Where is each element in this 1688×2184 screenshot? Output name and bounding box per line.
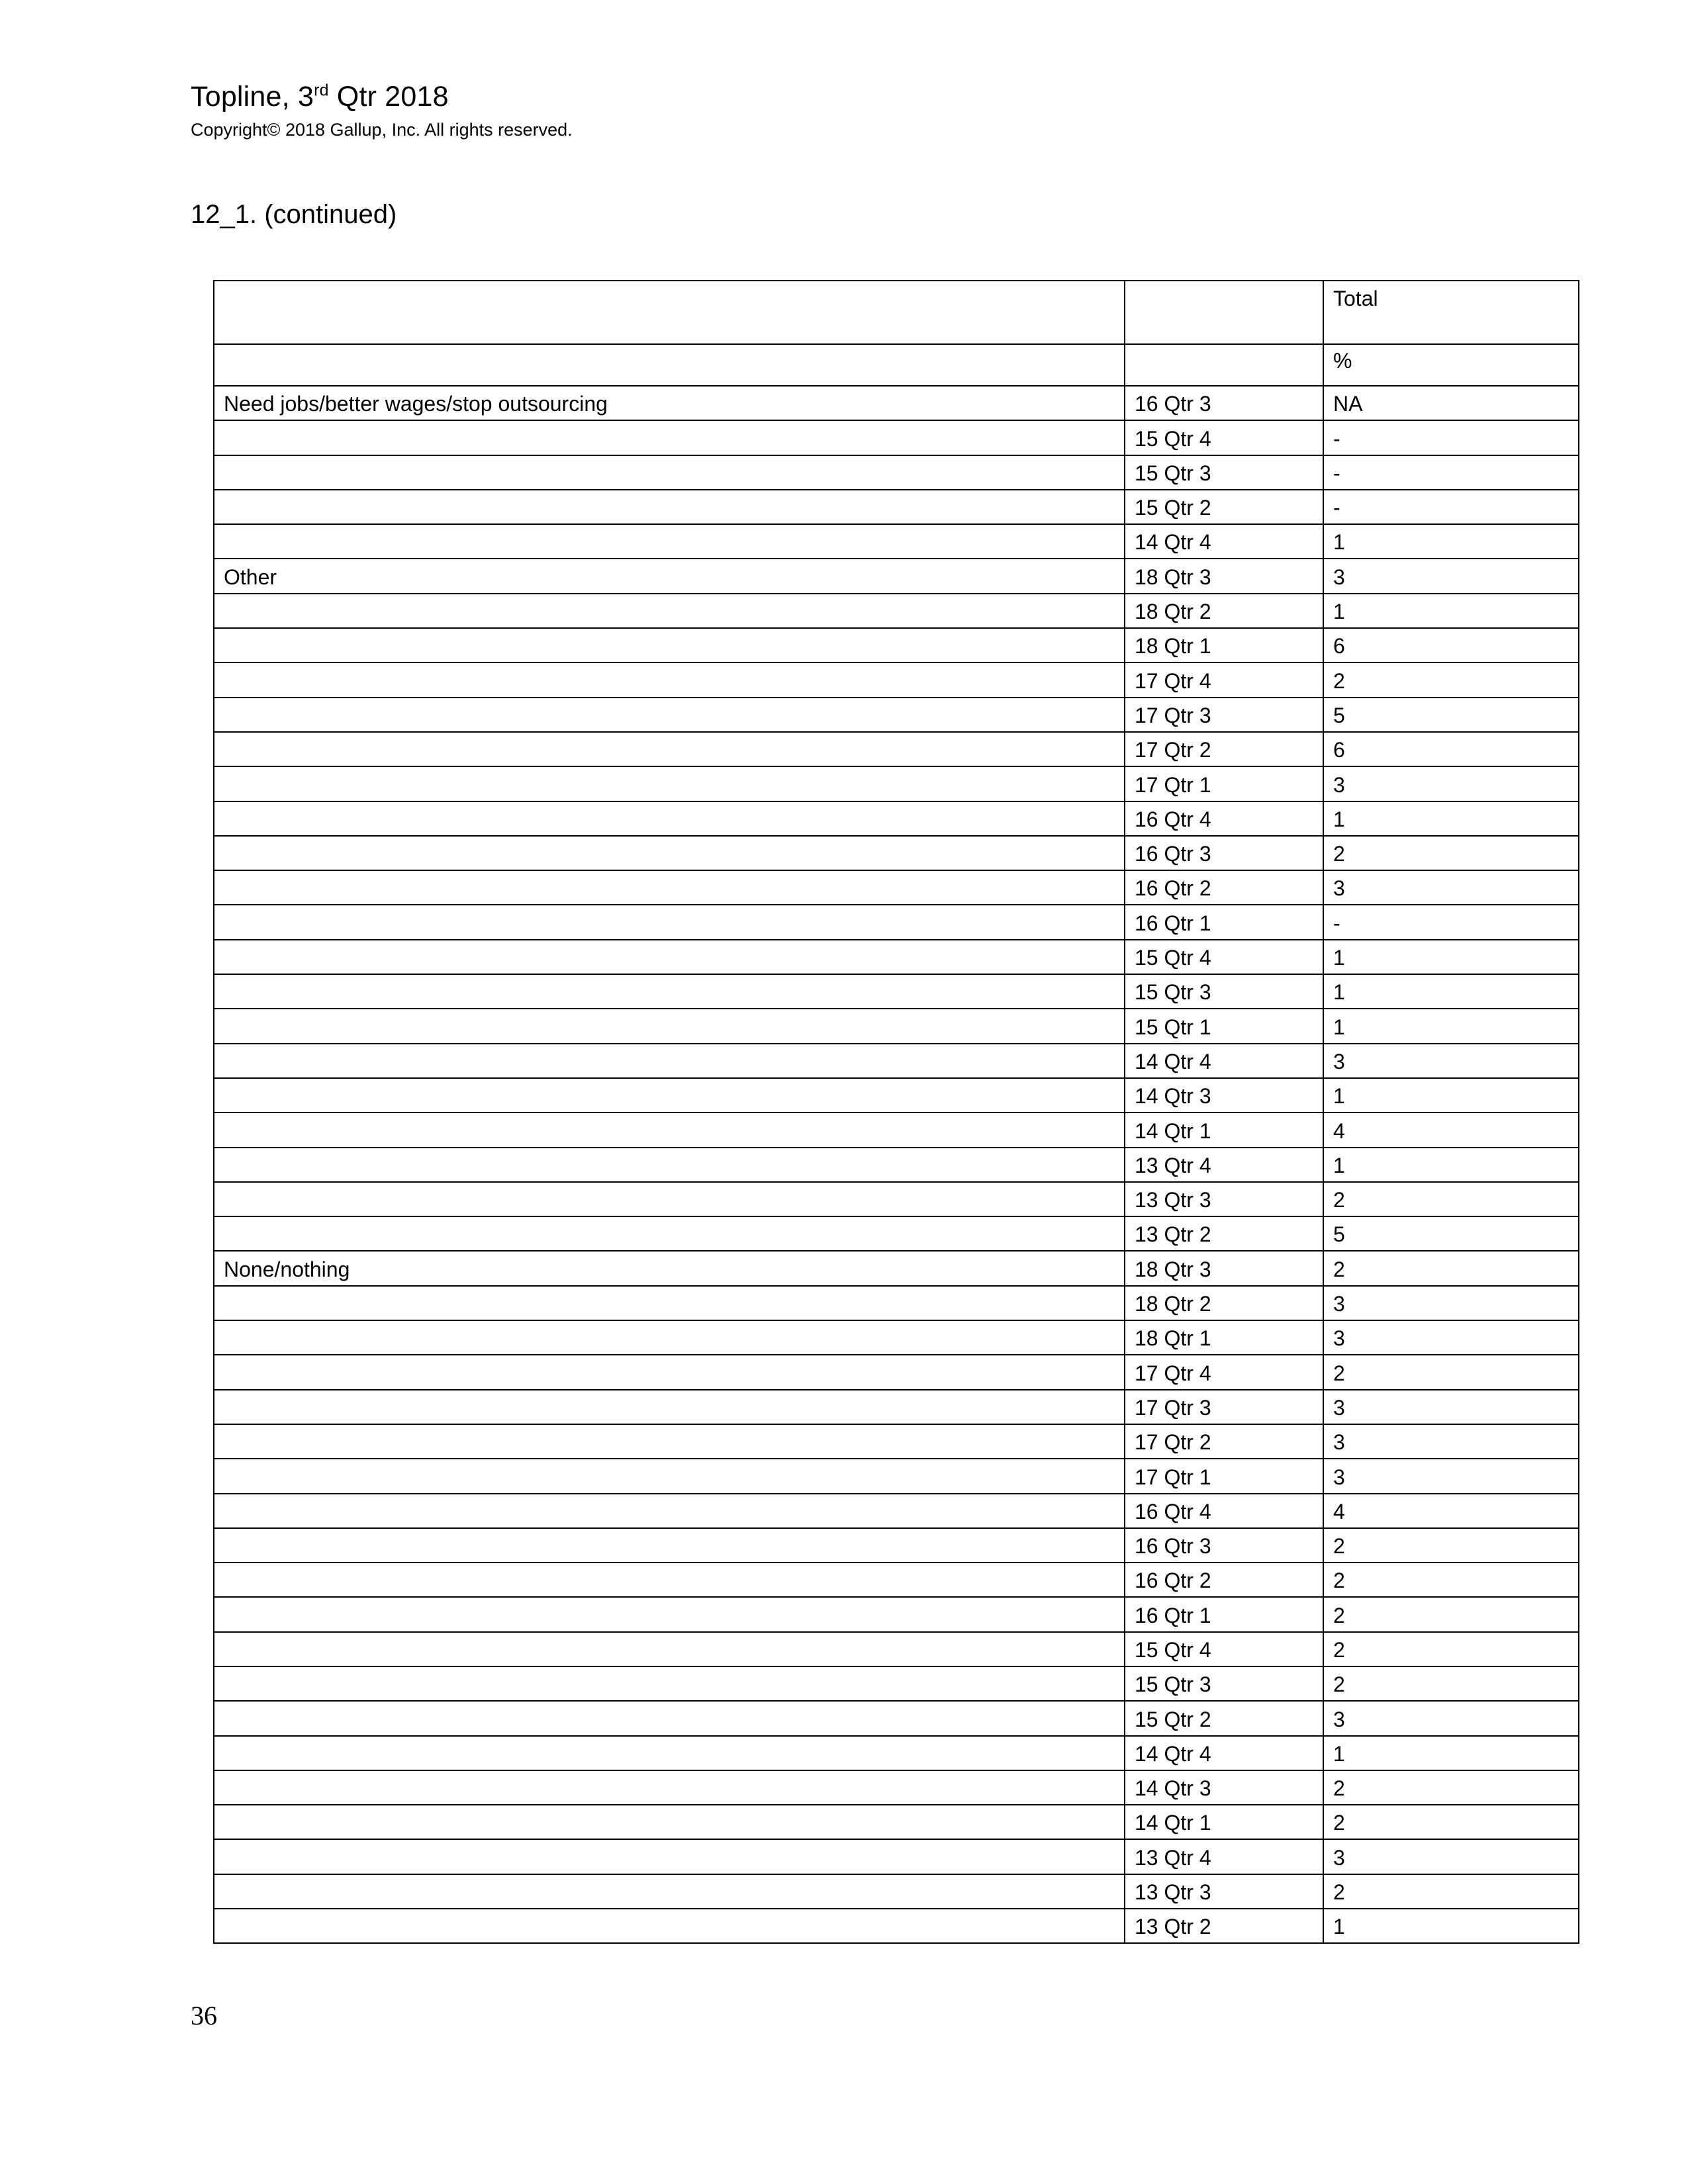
cell-period: 13 Qtr 3 <box>1125 1874 1323 1909</box>
cell-category-label <box>214 940 1125 974</box>
table-row <box>214 386 1579 420</box>
cell-category-label <box>214 1009 1125 1043</box>
cell-period: 13 Qtr 2 <box>1125 1909 1323 1943</box>
cell-total-value: - <box>1323 490 1579 524</box>
cell-period: 15 Qtr 3 <box>1125 455 1323 490</box>
cell-category-label <box>214 1597 1125 1631</box>
cell-category-label <box>214 1355 1125 1389</box>
cell-period: 14 Qtr 4 <box>1125 524 1323 559</box>
cell-category-label <box>214 905 1125 939</box>
cell-category-label <box>214 1736 1125 1770</box>
cell-period: 14 Qtr 1 <box>1125 1805 1323 1839</box>
page-number: 36 <box>191 2001 217 2030</box>
cell-category-label <box>214 1701 1125 1735</box>
cell-period: 15 Qtr 4 <box>1125 420 1323 455</box>
cell-category-label <box>214 836 1125 870</box>
header-cell-label <box>214 281 1125 344</box>
cell-category-label <box>214 1563 1125 1597</box>
cell-total-value: 3 <box>1323 1390 1579 1424</box>
cell-category-label <box>214 1666 1125 1701</box>
table-row <box>214 974 1579 1009</box>
header-cell-percent-unit: % <box>1323 344 1579 386</box>
table-row <box>214 1528 1579 1563</box>
cell-category-label <box>214 766 1125 801</box>
cell-period: 16 Qtr 2 <box>1125 1563 1323 1597</box>
cell-total-value: - <box>1323 455 1579 490</box>
cell-period: 16 Qtr 3 <box>1125 1528 1323 1563</box>
table-row <box>214 420 1579 455</box>
cell-total-value: 2 <box>1323 1251 1579 1285</box>
table-header-row-total <box>214 281 1579 344</box>
cell-category-label <box>214 490 1125 524</box>
table-row <box>214 628 1579 662</box>
cell-total-value: 2 <box>1323 1182 1579 1216</box>
table-header-row-percent <box>214 344 1579 386</box>
cell-period: 15 Qtr 3 <box>1125 1666 1323 1701</box>
table-row <box>214 940 1579 974</box>
cell-total-value: 6 <box>1323 732 1579 766</box>
table-row <box>214 455 1579 490</box>
cell-category-label <box>214 698 1125 732</box>
cell-category-label <box>214 1390 1125 1424</box>
document-title-ordinal-suffix: rd <box>314 81 329 100</box>
cell-period: 18 Qtr 3 <box>1125 559 1323 593</box>
cell-period: 17 Qtr 1 <box>1125 766 1323 801</box>
table-row <box>214 1839 1579 1874</box>
cell-total-value: 2 <box>1323 662 1579 697</box>
cell-category-label <box>214 1494 1125 1528</box>
cell-total-value: 3 <box>1323 1839 1579 1874</box>
table-row <box>214 594 1579 628</box>
cell-category-label <box>214 1909 1125 1943</box>
table-row <box>214 1251 1579 1285</box>
cell-category-label: None/nothing <box>214 1251 1125 1285</box>
cell-category-label <box>214 662 1125 697</box>
cell-category-label <box>214 1113 1125 1147</box>
table-row <box>214 1148 1579 1182</box>
table-row <box>214 1494 1579 1528</box>
table-row <box>214 1666 1579 1701</box>
table-row <box>214 524 1579 559</box>
cell-category-label: Other <box>214 559 1125 593</box>
cell-category-label <box>214 1078 1125 1113</box>
cell-total-value: NA <box>1323 386 1579 420</box>
table-row <box>214 1874 1579 1909</box>
cell-total-value: 3 <box>1323 1701 1579 1735</box>
cell-category-label <box>214 732 1125 766</box>
cell-category-label <box>214 455 1125 490</box>
cell-period: 13 Qtr 4 <box>1125 1148 1323 1182</box>
cell-period: 15 Qtr 2 <box>1125 490 1323 524</box>
cell-total-value: 3 <box>1323 870 1579 905</box>
cell-total-value: 1 <box>1323 1009 1579 1043</box>
cell-period: 13 Qtr 3 <box>1125 1182 1323 1216</box>
cell-category-label <box>214 1632 1125 1666</box>
header-cell-label-2 <box>214 344 1125 386</box>
table-row <box>214 1355 1579 1389</box>
table-row <box>214 1909 1579 1943</box>
cell-period: 14 Qtr 3 <box>1125 1078 1323 1113</box>
cell-category-label: Need jobs/better wages/stop outsourcing <box>214 386 1125 420</box>
document-title <box>191 81 1448 113</box>
cell-period: 17 Qtr 2 <box>1125 1424 1323 1459</box>
cell-total-value: 5 <box>1323 1216 1579 1251</box>
cell-category-label <box>214 1528 1125 1563</box>
cell-period: 13 Qtr 2 <box>1125 1216 1323 1251</box>
cell-total-value: 1 <box>1323 1736 1579 1770</box>
table-row <box>214 1597 1579 1631</box>
topline-table-body <box>214 281 1579 1943</box>
cell-category-label <box>214 420 1125 455</box>
table-row <box>214 1563 1579 1597</box>
cell-period: 17 Qtr 4 <box>1125 1355 1323 1389</box>
cell-period: 15 Qtr 3 <box>1125 974 1323 1009</box>
cell-period: 15 Qtr 2 <box>1125 1701 1323 1735</box>
cell-period: 18 Qtr 2 <box>1125 594 1323 628</box>
cell-total-value: 1 <box>1323 1078 1579 1113</box>
cell-total-value: 1 <box>1323 940 1579 974</box>
cell-period: 14 Qtr 3 <box>1125 1770 1323 1805</box>
cell-total-value: 4 <box>1323 1494 1579 1528</box>
cell-category-label <box>214 1770 1125 1805</box>
table-row <box>214 1009 1579 1043</box>
cell-period: 16 Qtr 3 <box>1125 836 1323 870</box>
cell-category-label <box>214 801 1125 836</box>
cell-total-value: 2 <box>1323 1805 1579 1839</box>
cell-total-value: 2 <box>1323 1355 1579 1389</box>
topline-table <box>213 280 1579 1944</box>
cell-total-value: 2 <box>1323 1528 1579 1563</box>
cell-category-label <box>214 1459 1125 1493</box>
cell-total-value: 4 <box>1323 1113 1579 1147</box>
cell-category-label <box>214 1044 1125 1078</box>
cell-period: 16 Qtr 4 <box>1125 1494 1323 1528</box>
table-row <box>214 1320 1579 1355</box>
cell-category-label <box>214 1805 1125 1839</box>
table-row <box>214 1216 1579 1251</box>
table-row <box>214 870 1579 905</box>
table-row <box>214 801 1579 836</box>
cell-period: 16 Qtr 1 <box>1125 1597 1323 1631</box>
cell-total-value: 2 <box>1323 836 1579 870</box>
cell-category-label <box>214 974 1125 1009</box>
cell-period: 17 Qtr 3 <box>1125 1390 1323 1424</box>
cell-total-value: 1 <box>1323 594 1579 628</box>
cell-period: 16 Qtr 3 <box>1125 386 1323 420</box>
cell-category-label <box>214 594 1125 628</box>
cell-total-value: 2 <box>1323 1597 1579 1631</box>
cell-total-value: 6 <box>1323 628 1579 662</box>
cell-total-value: 3 <box>1323 1286 1579 1320</box>
cell-total-value: 1 <box>1323 1148 1579 1182</box>
header-cell-period-2 <box>1125 344 1323 386</box>
document-title-suffix: Qtr 2018 <box>328 81 449 113</box>
cell-period: 17 Qtr 4 <box>1125 662 1323 697</box>
cell-period: 15 Qtr 4 <box>1125 1632 1323 1666</box>
cell-category-label <box>214 1839 1125 1874</box>
table-row <box>214 1044 1579 1078</box>
cell-total-value: 3 <box>1323 1424 1579 1459</box>
cell-period: 18 Qtr 1 <box>1125 1320 1323 1355</box>
table-row <box>214 732 1579 766</box>
cell-total-value: - <box>1323 905 1579 939</box>
table-row <box>214 698 1579 732</box>
table-row <box>214 1459 1579 1493</box>
table-row <box>214 1113 1579 1147</box>
section-title: 12_1. (continued) <box>191 200 397 229</box>
cell-period: 16 Qtr 4 <box>1125 801 1323 836</box>
cell-period: 17 Qtr 1 <box>1125 1459 1323 1493</box>
cell-total-value: 3 <box>1323 1459 1579 1493</box>
table-row <box>214 1286 1579 1320</box>
cell-total-value: 3 <box>1323 559 1579 593</box>
cell-category-label <box>214 870 1125 905</box>
document-title-prefix: Topline, 3 <box>191 81 314 113</box>
copyright-line: Copyright© 2018 Gallup, Inc. All rights reserved. <box>191 120 573 140</box>
table-row <box>214 559 1579 593</box>
cell-period: 17 Qtr 3 <box>1125 698 1323 732</box>
cell-period: 18 Qtr 3 <box>1125 1251 1323 1285</box>
cell-period: 18 Qtr 2 <box>1125 1286 1323 1320</box>
cell-total-value: 1 <box>1323 974 1579 1009</box>
cell-category-label <box>214 1286 1125 1320</box>
cell-category-label <box>214 1424 1125 1459</box>
table-row <box>214 1770 1579 1805</box>
table-row <box>214 490 1579 524</box>
cell-total-value: 1 <box>1323 524 1579 559</box>
cell-period: 14 Qtr 4 <box>1125 1736 1323 1770</box>
cell-period: 14 Qtr 1 <box>1125 1113 1323 1147</box>
table-row <box>214 1424 1579 1459</box>
cell-category-label <box>214 1320 1125 1355</box>
cell-total-value: 1 <box>1323 1909 1579 1943</box>
cell-category-label <box>214 1148 1125 1182</box>
table-row <box>214 836 1579 870</box>
table-row <box>214 1736 1579 1770</box>
cell-total-value: 3 <box>1323 1320 1579 1355</box>
cell-period: 15 Qtr 4 <box>1125 940 1323 974</box>
cell-total-value: 5 <box>1323 698 1579 732</box>
cell-total-value: - <box>1323 420 1579 455</box>
cell-total-value: 2 <box>1323 1874 1579 1909</box>
cell-category-label <box>214 628 1125 662</box>
table-row <box>214 1390 1579 1424</box>
cell-total-value: 2 <box>1323 1666 1579 1701</box>
table-row <box>214 662 1579 697</box>
cell-period: 16 Qtr 2 <box>1125 870 1323 905</box>
cell-total-value: 3 <box>1323 766 1579 801</box>
table-row <box>214 1805 1579 1839</box>
table-row <box>214 1182 1579 1216</box>
cell-total-value: 2 <box>1323 1770 1579 1805</box>
table-row <box>214 1078 1579 1113</box>
cell-total-value: 1 <box>1323 801 1579 836</box>
cell-total-value: 3 <box>1323 1044 1579 1078</box>
table-row <box>214 766 1579 801</box>
table-row <box>214 905 1579 939</box>
cell-period: 15 Qtr 1 <box>1125 1009 1323 1043</box>
cell-period: 14 Qtr 4 <box>1125 1044 1323 1078</box>
document-header <box>191 81 1448 141</box>
table-row <box>214 1632 1579 1666</box>
cell-category-label <box>214 1216 1125 1251</box>
cell-category-label <box>214 1874 1125 1909</box>
header-cell-period <box>1125 281 1323 344</box>
table-row <box>214 1701 1579 1735</box>
topline-table-container <box>213 280 1578 1944</box>
cell-period: 17 Qtr 2 <box>1125 732 1323 766</box>
cell-total-value: 2 <box>1323 1632 1579 1666</box>
cell-total-value: 2 <box>1323 1563 1579 1597</box>
cell-period: 13 Qtr 4 <box>1125 1839 1323 1874</box>
cell-category-label <box>214 524 1125 559</box>
cell-period: 16 Qtr 1 <box>1125 905 1323 939</box>
cell-category-label <box>214 1182 1125 1216</box>
header-cell-total: Total <box>1323 281 1579 344</box>
cell-period: 18 Qtr 1 <box>1125 628 1323 662</box>
